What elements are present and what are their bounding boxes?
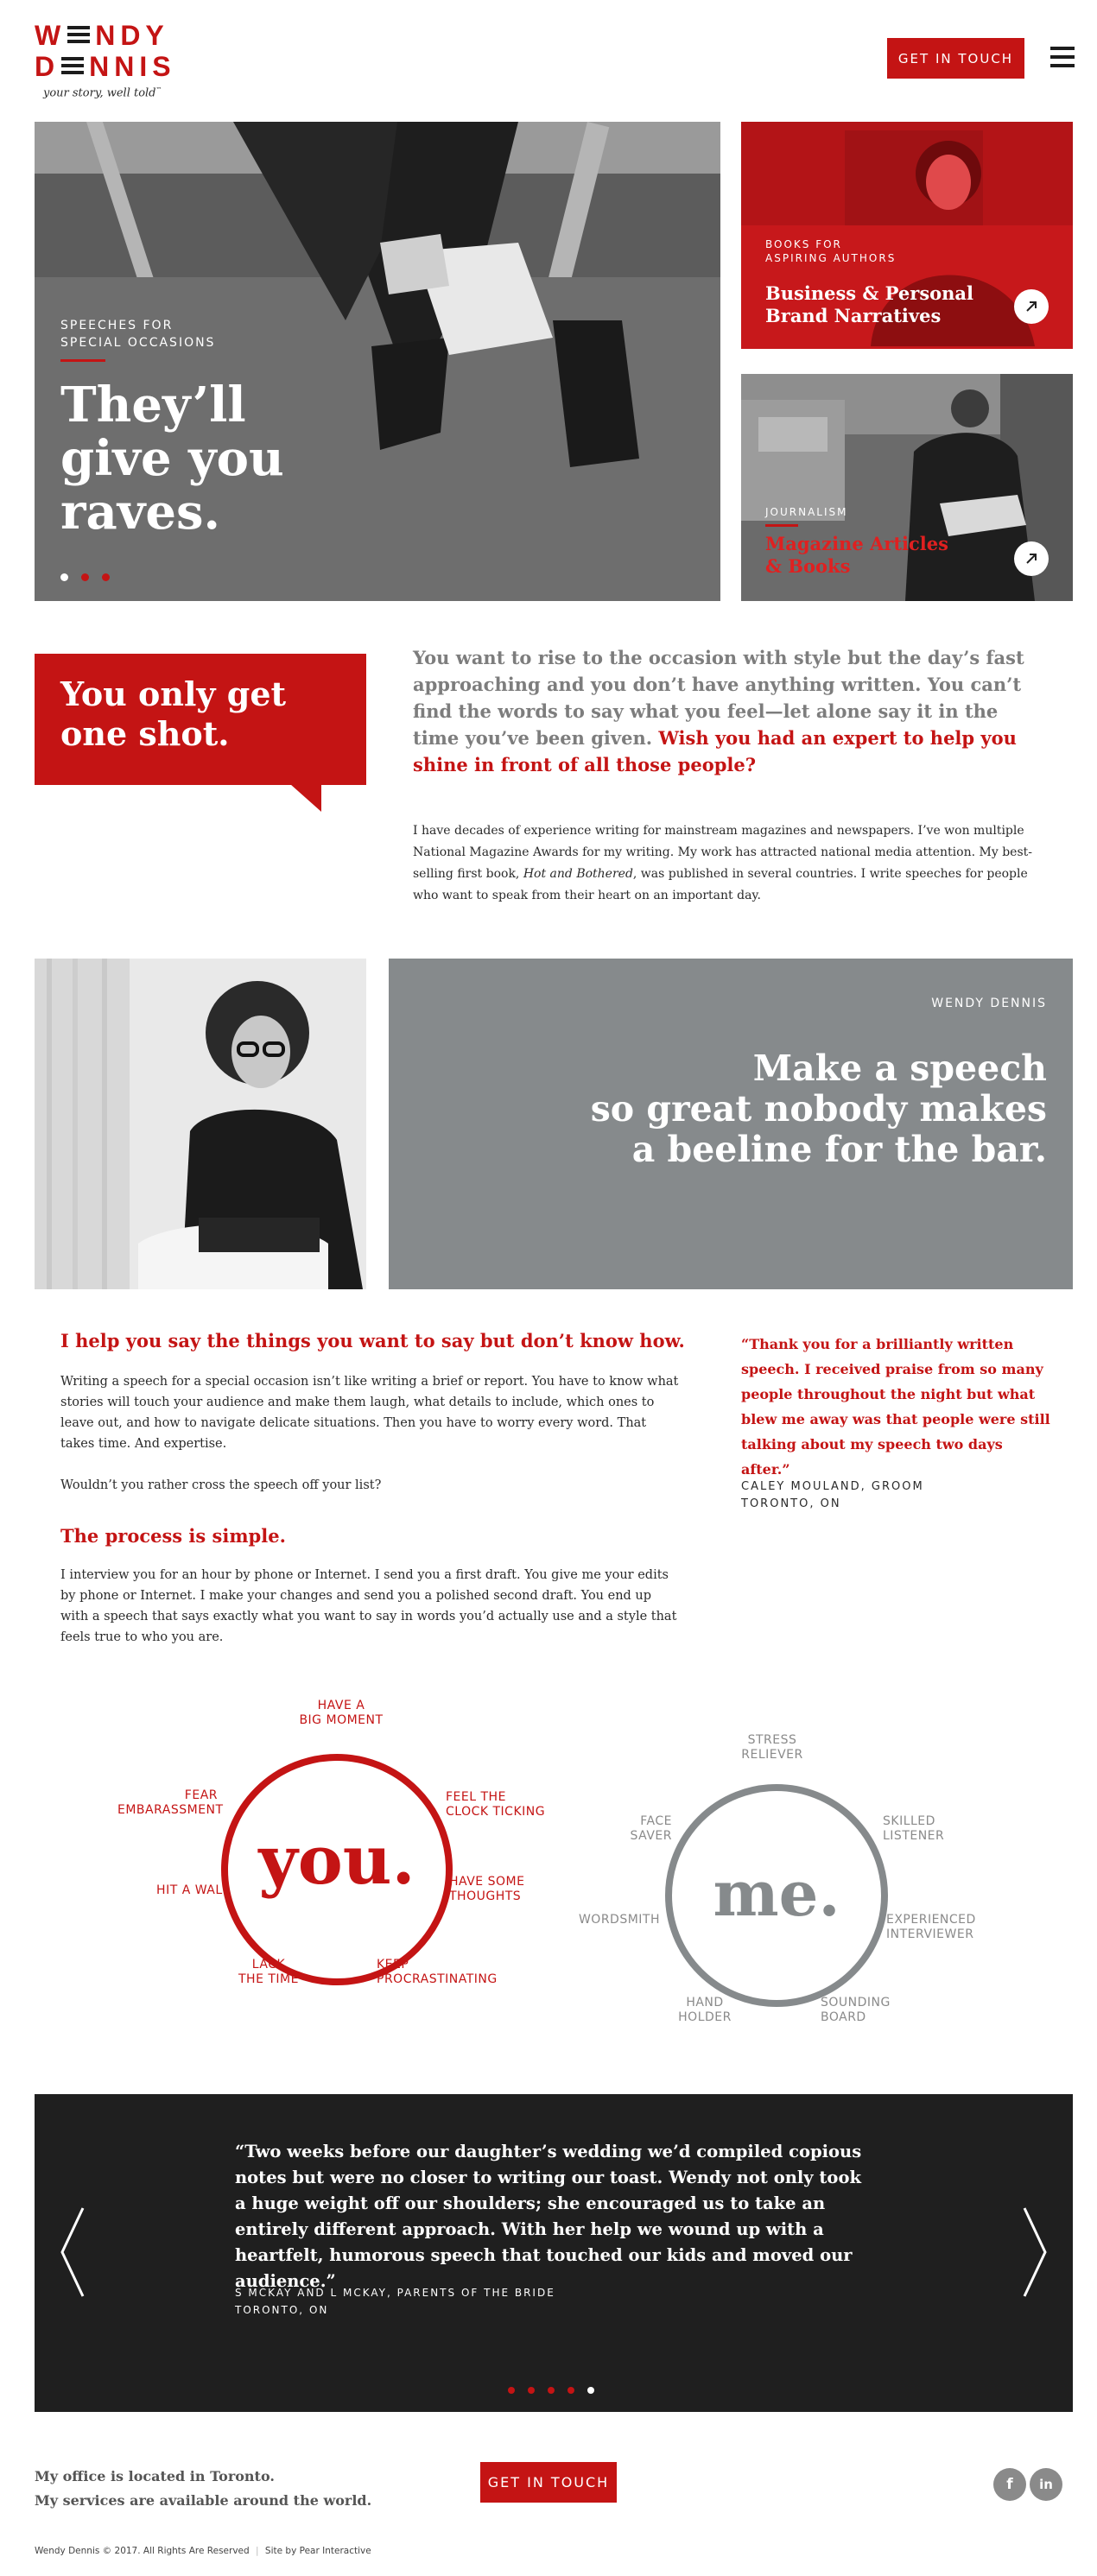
me-label-sounding-board: SOUNDING BOARD [821, 1996, 891, 2024]
footer-office-text: My office is located in Toronto. My services are available around the world. [35, 2468, 372, 2509]
feature-panel [389, 959, 1073, 1289]
intro-body: I have decades of experience writing for mainstream magazines and newspapers. I’ve won multiple National Magazine Awards for my writing. My work has attracted national media attention. My best-selling first book, Hot and Bothered, was published in several countries. I write speeches for people who want to speak from their heart on an important day. [413, 824, 1032, 902]
hero-carousel-dots [60, 568, 123, 585]
you-label-embarassment: FEAR EMBARASSMENT [117, 1788, 224, 1817]
hero-slide[interactable] [35, 122, 720, 601]
card-journalism-title: Magazine Articles & Books [765, 533, 948, 577]
carousel-dot-3[interactable] [102, 573, 110, 581]
card-journalism[interactable] [741, 374, 1073, 601]
testimonial-dot-1[interactable] [508, 2387, 515, 2394]
side-quote-attribution: CALEY MOULAND, GROOM TORONTO, ON [741, 1480, 924, 1510]
testimonial-quote: “Two weeks before our daughter’s wedding we’d compiled copious notes but were no closer to writing our toast. Wendy not only took a huge weight off our shoulders; she encouraged us to take an entirely different approach. With her help we wound up with a heartfelt, humorous speech that touched our kids and moved our audience.” [235, 2142, 862, 2291]
you-label-thoughts: HAVE SOME THOUGHTS [449, 1875, 525, 1903]
me-label-skilled-listener: SKILLED LISTENER [883, 1814, 945, 1843]
hero-underline [60, 359, 105, 362]
me-label-experienced-interviewer: EXPERIENCED INTERVIEWER [886, 1913, 976, 1941]
intro-lead-highlight: Wish you had an expert to help you shine in front of all those people? [413, 727, 1017, 775]
prev-arrow-icon[interactable] [59, 2206, 85, 2298]
logo[interactable] [35, 21, 190, 107]
card-journalism-arrow-icon[interactable] [1014, 541, 1049, 576]
tagline: your story, well told™ [43, 86, 162, 100]
callout-pointer [290, 784, 321, 812]
me-label-face-saver: FACE SAVER [630, 1814, 672, 1843]
footer-legal: Wendy Dennis © 2017. All Rights Are Reserved | Site by Pear Interactive [35, 2546, 371, 2556]
carousel-dot-1[interactable] [60, 573, 68, 581]
book-title: Hot and Bothered [523, 867, 633, 881]
testimonial-dot-3[interactable] [548, 2387, 555, 2394]
you-label-clock-ticking: FEEL THE CLOCK TICKING [446, 1790, 546, 1819]
callout-box [35, 654, 366, 785]
menu-icon[interactable] [1050, 47, 1075, 73]
carousel-dot-2[interactable] [81, 573, 89, 581]
help-para-2: Wouldn’t you rather cross the speech off your list? [60, 1478, 382, 1492]
you-label-big-moment: HAVE A BIG MOMENT [299, 1699, 384, 1727]
me-label-stress-reliever: STRESS RELIEVER [741, 1733, 803, 1762]
testimonial-dot-2[interactable] [528, 2387, 535, 2394]
card-books[interactable] [741, 122, 1073, 349]
logo-bars-icon-2 [61, 57, 84, 78]
testimonial-carousel [35, 2094, 1073, 2412]
me-center-label: me. [713, 1857, 840, 1930]
you-label-hit-wall: HIT A WALL [156, 1883, 230, 1897]
card-books-title: Business & Personal Brand Narratives [765, 282, 974, 326]
feature-title: Make a speech so great nobody makes a beeline for the bar. [590, 1047, 1047, 1170]
copyright-text: Wendy Dennis © 2017. All Rights Are Reserved [35, 2546, 250, 2556]
testimonial-attribution: S MCKAY AND L MCKAY, PARENTS OF THE BRIDE TORONTO, ON [235, 2287, 555, 2316]
footer-get-in-touch-button[interactable]: GET IN TOUCH [480, 2462, 617, 2503]
logo-line-1: W NDY [35, 20, 169, 51]
hero-kicker: SPEECHES FOR SPECIAL OCCASIONS [60, 319, 216, 350]
card-books-arrow-icon[interactable] [1014, 289, 1049, 324]
next-arrow-icon[interactable] [1023, 2206, 1049, 2298]
testimonial-dots [508, 2381, 607, 2397]
callout-line-2: one shot. [60, 714, 230, 753]
testimonial-dot-5[interactable] [587, 2387, 594, 2394]
you-label-procrastinating: KEEP PROCRASTINATING [377, 1958, 498, 1986]
callout-line-1: You only get [60, 674, 287, 713]
help-para-3: I interview you for an hour by phone or Internet. I send you a first draft. You give me your edits by phone or Internet. I make your changes and send you a polished second draft. You end up with a speech that says exactly what you want to say in words you’d actually use and a style that feels true to who you are. [60, 1568, 677, 1644]
you-label-lack-time: LACK THE TIME [238, 1958, 299, 1986]
me-label-wordsmith: WORDSMITH [578, 1913, 660, 1927]
portrait-photo [35, 959, 366, 1289]
diagram-me [553, 1697, 1002, 2042]
header-get-in-touch-button[interactable]: GET IN TOUCH [887, 38, 1024, 79]
card-journalism-kicker: JOURNALISM [765, 506, 848, 518]
site-credit-link[interactable]: Site by Pear Interactive [264, 2546, 371, 2556]
hero-title: They’ll give you raves. [60, 377, 284, 541]
side-quote: “Thank you for a brilliantly written speech. I received praise from so many people throughout the night but what blew me away was that people were still talking about my speech two days after.” [741, 1336, 1050, 1478]
linkedin-icon[interactable]: in [1030, 2468, 1062, 2501]
diagram-you [86, 1697, 546, 2025]
intro-lead: You want to rise to the occasion with style but the day’s fast approaching and you don’t have anything written. You can’t find the words to say what you feel—let alone say it in the time you’ve been given. Wish you had an expert to help you shine in front of all those people? [413, 647, 1024, 775]
help-para-1: Writing a speech for a special occasion isn’t like writing a brief or report. You have to know what stories will touch your audience and make them laugh, what details to include, which ones to leave out, and how to navigate delicate situations. Then you have to worry every word. That takes time. And expertise. [60, 1375, 679, 1451]
testimonial-dot-4[interactable] [568, 2387, 574, 2394]
you-center-label: you. [258, 1821, 415, 1900]
process-heading: The process is simple. [60, 1525, 286, 1547]
logo-line-2: D NNIS [35, 51, 176, 82]
logo-bars-icon [67, 26, 90, 47]
help-heading: I help you say the things you want to say but don’t know how. [60, 1330, 685, 1351]
card-journalism-underline [765, 524, 798, 527]
facebook-icon[interactable]: f [993, 2468, 1026, 2501]
feature-kicker: WENDY DENNIS [931, 997, 1047, 1010]
card-books-kicker: BOOKS FOR ASPIRING AUTHORS [765, 238, 897, 264]
me-label-hand-holder: HAND HOLDER [678, 1996, 732, 2024]
